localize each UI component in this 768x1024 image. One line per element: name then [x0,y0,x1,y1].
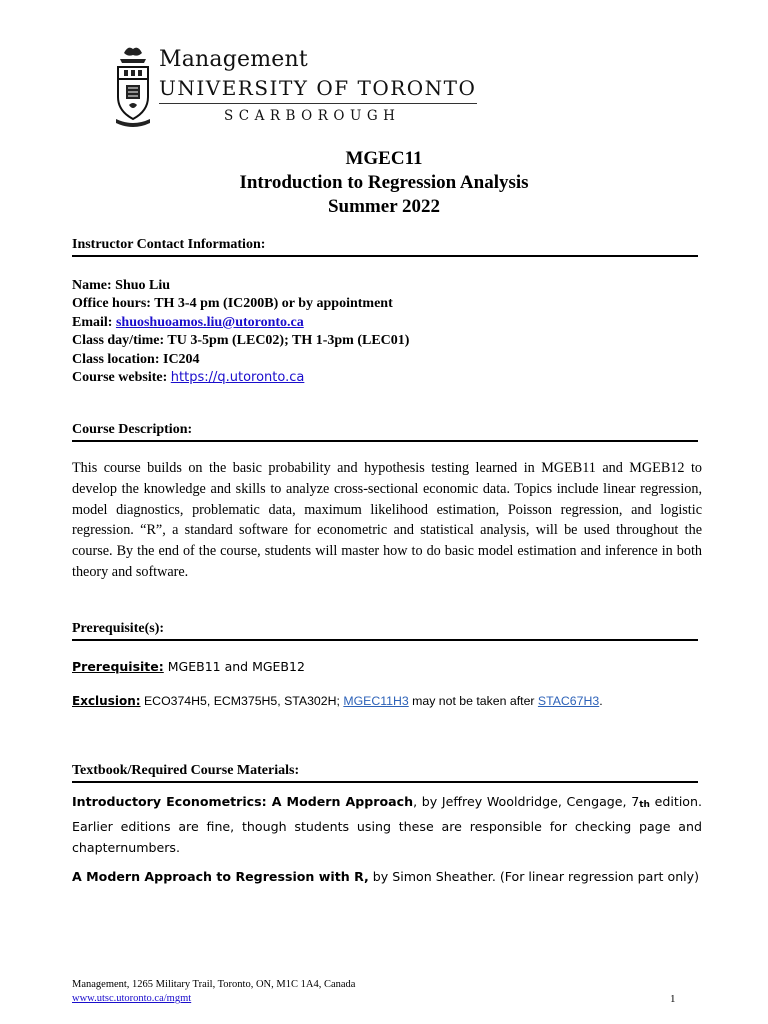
textbook-1-edition-suffix: th [639,800,650,810]
section-divider [72,781,698,783]
office-hours-label: Office hours: [72,296,151,312]
exclusion-course-link[interactable]: STAC67H3 [537,694,600,708]
prerequisite-line [72,659,305,674]
footer-website-link[interactable]: www.utsc.utoronto.ca/mgmt [72,993,192,1004]
logo-management-text: Management [159,47,308,72]
prerequisite-label: Prerequisite: [72,659,164,674]
textbook-1 [72,791,702,858]
textbook-1-title: Introductory Econometrics: A Modern Approach [72,794,414,809]
class-location-line [72,351,409,369]
exclusion-text: ECO374H5, ECM375H5, STA302H; [143,694,340,708]
exclusion-course-link[interactable]: MGEC11H3 [343,694,409,708]
logo-university-text: UNIVERSITY OF TORONTO [159,76,477,100]
email-label: Email: [72,314,113,330]
instructor-name: Shuo Liu [115,278,171,293]
exclusion-label: Exclusion: [72,694,141,708]
textbook-2-title: A Modern Approach to Regression with R, [72,869,369,884]
course-title: Introduction to Regression Analysis [239,172,529,193]
office-hours: TH 3-4 pm (IC200B) or by appointment [154,296,393,312]
prerequisites-heading: Prerequisite(s): [72,621,165,636]
email-line [72,314,409,332]
name-label: Name: [72,278,112,293]
contact-info [72,277,409,387]
office-hours-line [72,295,409,313]
textbook-2-details: by Simon Sheather. (For linear regression part only) [368,869,700,884]
section-divider [72,255,698,257]
class-location: IC204 [163,351,200,367]
exclusion-end: . [599,694,603,708]
class-time-line [72,332,409,350]
page-number: 1 [670,993,676,1005]
course-term: Summer 2022 [327,196,441,217]
class-location-label: Class location: [72,351,160,367]
section-divider [72,639,698,641]
textbook-heading: Textbook/Required Course Materials: [72,763,300,778]
course-website-link[interactable]: https://q.utoronto.ca [170,370,305,386]
class-time: TU 3-5pm (LEC02); TH 1-3pm (LEC01) [167,333,410,349]
instructor-name-line [72,277,409,295]
textbook-1-details-a: , by Jeffrey Wooldridge, Cengage, 7 [413,794,640,809]
footer-address: Management, 1265 Military Trail, Toronto, ON, M1C 1A4, Canada [72,979,356,990]
exclusion-mid-text: may not be taken after [412,694,535,708]
exclusion-line [72,694,603,708]
description-heading: Course Description: [72,422,193,437]
description-text: This course builds on the basic probability and hypothesis testing learned in MGEB11 and MGEB12 to develop the knowledge and skills to analyze cross-sectional economic data. Topics include linear regression, model diagnostics, problematic data, maximum likelihood estimation, Poisson regression, and logistic regression. “R”, a standard software for econometric and statistical analysis, will be used throughout the course. By the end of the course, students will master how to do basic model estimation and inference in both theory and software. [72,460,702,580]
prerequisite-value: MGEB11 and MGEB12 [167,659,305,674]
logo-campus-text: SCARBOROUGH [224,108,401,124]
contact-heading: Instructor Contact Information: [72,237,266,252]
website-label: Course website: [72,370,168,386]
course-code: MGEC11 [345,148,423,169]
section-divider [72,440,698,442]
university-logo [114,45,484,135]
crest-icon [114,45,152,127]
email-link[interactable]: shuoshuoamos.liu@utoronto.ca [115,314,304,330]
class-time-label: Class day/time: [72,333,165,349]
textbook-1-details-b: edition. Earlier editions are fine, though students using these are responsible for checking page and chapternumbers. [72,794,703,855]
website-line [72,369,409,387]
logo-divider [159,103,477,104]
textbook-2 [72,869,699,884]
